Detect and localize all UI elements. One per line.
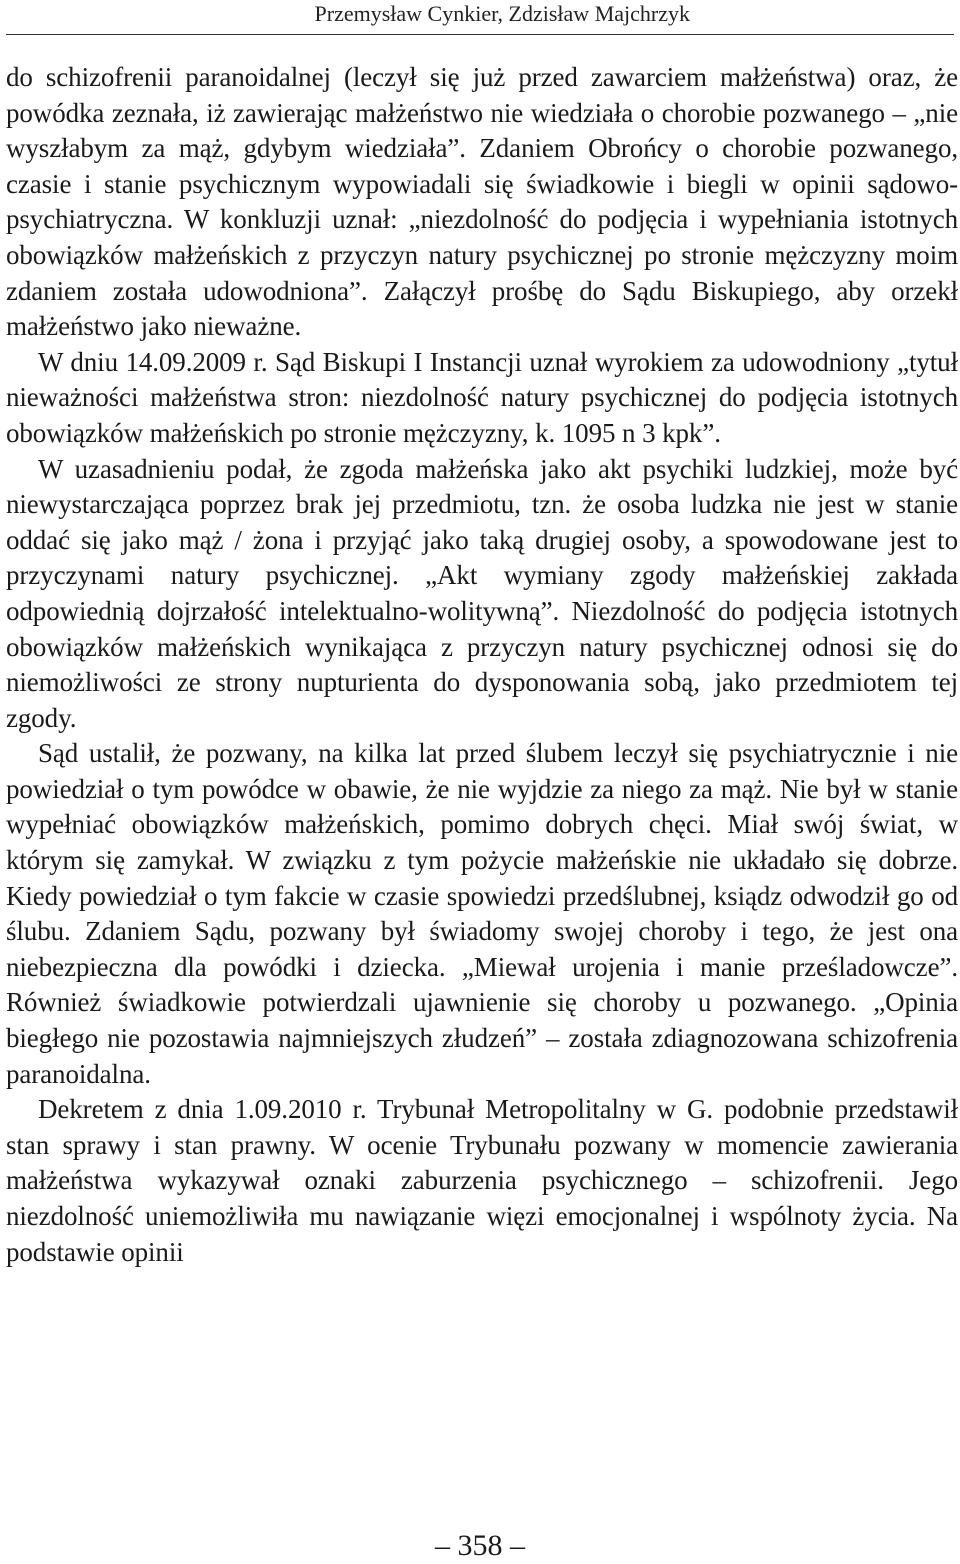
paragraph-1: do schizofrenii paranoidalnej (leczył się już przed zawarciem małżeństwa) oraz, że powódka zeznała, iż zawierając małżeństwo nie wiedziała o chorobie pozwanego – „nie wyszłabym za mąż, gdybym wiedziała”. Zdaniem Obrońcy o chorobie pozwanego, czasie i stanie psychicznym wypowiadali się świadkowie i biegli w opinii sądowo-psychiatryczna. W konkluzji uznał: „niezdolność do podjęcia i wypełniania istotnych obowiązków małżeńskich z przyczyn natury psychicznej po stronie mężczyzny moim zdaniem została udowodniona”. Załączył prośbę do Sądu Biskupiego, aby orzekł małżeństwo jako nieważne. xyxy=(6,62,958,342)
running-header xyxy=(0,0,690,32)
running-header-title: Przemysław Cynkier, Zdzisław Majchrzyk xyxy=(314,1,690,26)
paragraph-4: Sąd ustalił, że pozwany, na kilka lat przed ślubem leczył się psychiatrycznie i nie powiedział o tym powódce w obawie, że nie wyjdzie za niego za mąż. Nie był w stanie wypełniać obowiązków małżeńskich, pomimo dobrych chęci. Miał swój świat, w którym się zamykał. W związku z tym pożycie małżeńskie nie układało się dobrze. Kiedy powiedział o tym fakcie w czasie spowiedzi przedślubnej, ksiądz odwodził go od ślubu. Zdaniem Sądu, pozwany był świadomy swojej choroby i tego, że jest ona niebezpieczna dla powódki i dziecka. „Miewał urojenia i manie prześladowcze”. Również świadkowie potwierdzali ujawnienie się choroby u pozwanego. „Opinia biegłego nie pozostawia najmniejszych złudzeń” – została zdiagnozowana schizofrenia paranoidalna. xyxy=(6,738,958,1089)
paragraph-5: Dekretem z dnia 1.09.2010 r. Trybunał Metropolitalny w G. podobnie przedstawił stan sprawy i stan prawny. W ocenie Trybunału pozwany w momencie zawierania małżeństwa wykazywał oznaki zaburzenia psychicznego – schizofrenii. Jego niezdolność uniemożliwiła mu nawiązanie więzi emocjonalnej i wspólnoty życia. Na podstawie opinii xyxy=(6,1094,958,1267)
body-text xyxy=(6,60,958,1270)
header-divider xyxy=(6,34,954,35)
page-number: – 358 – xyxy=(435,1529,525,1562)
paragraph-2: W dniu 14.09.2009 r. Sąd Biskupi I Instancji uznał wyrokiem za udowodniony „tytuł nieważności małżeństwa stron: niezdolność natury psychicznej do podjęcia istotnych obowiązków małżeńskich po stronie mężczyzny, k. 1095 n 3 kpk”. xyxy=(6,346,958,448)
paragraph-3: W uzasadnieniu podał, że zgoda małżeńska jako akt psychiki ludzkiej, może być niewystarczająca poprzez brak jej przedmiotu, tzn. że osoba ludzka nie jest w stanie oddać się jako mąż / żona i przyjąć jako taką drugiej osoby, a spowodowane jest to przyczynami natury psychicznej. „Akt wymiany zgody małżeńskiej zakłada odpowiednią dojrzałość intelektualno-wolitywną”. Niezdolność do podjęcia istotnych obowiązków małżeńskich wynikająca z przyczyn natury psychicznej odnosi się do niemożliwości ze strony nupturienta do dysponowania sobą, jako przedmiotem tej zgody. xyxy=(6,453,958,733)
